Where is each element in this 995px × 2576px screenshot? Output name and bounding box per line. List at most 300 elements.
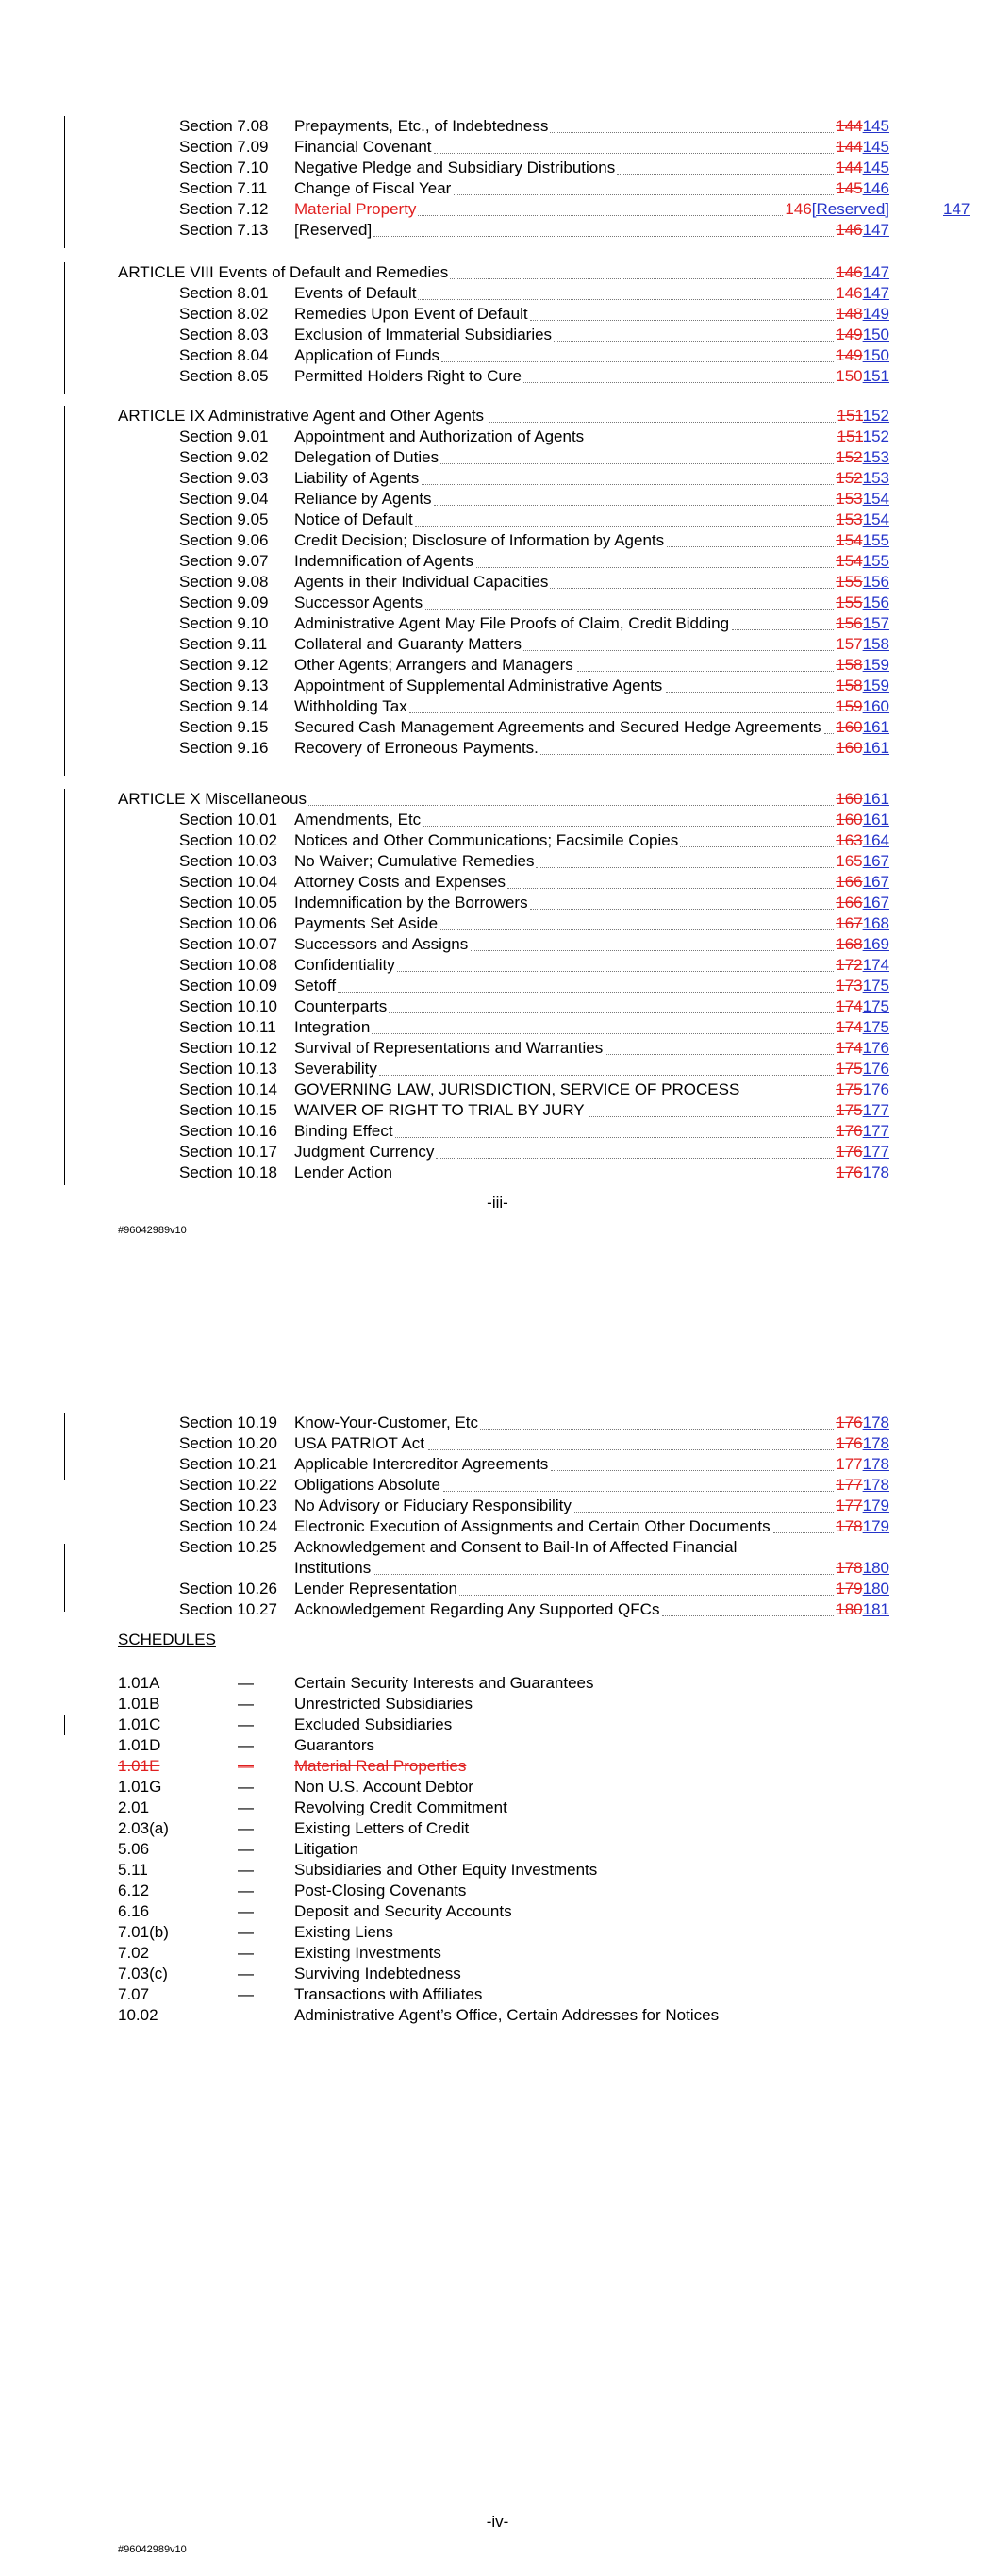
- page-reference[interactable]: [836, 304, 889, 325]
- moved-page-number[interactable]: 147: [943, 200, 970, 218]
- toc-entry[interactable]: [0, 366, 995, 387]
- deleted-page-number: 176: [836, 1434, 863, 1452]
- section-title: Credit Decision; Disclosure of Information by Agents: [294, 531, 665, 549]
- page-reference[interactable]: [836, 1059, 889, 1079]
- toc-entry[interactable]: [0, 810, 995, 830]
- section-number: Section 10.23: [179, 1497, 277, 1514]
- leader-dots: [540, 754, 834, 755]
- inserted-page-number[interactable]: 152: [862, 427, 889, 445]
- page-reference[interactable]: [836, 996, 889, 1017]
- leader-dots: [550, 588, 834, 589]
- section-title: Appointment and Authorization of Agents: [294, 427, 585, 445]
- toc-entry[interactable]: [0, 872, 995, 893]
- toc-entry[interactable]: [0, 283, 995, 304]
- page-reference[interactable]: [836, 738, 889, 759]
- section-number: Section 10.27: [179, 1600, 277, 1618]
- leader-dots: [617, 174, 834, 175]
- deleted-page-number: 174: [836, 997, 863, 1015]
- toc-entry[interactable]: [0, 996, 995, 1017]
- leader-dots: [440, 463, 834, 464]
- page-reference[interactable]: [836, 178, 889, 199]
- inserted-page-number[interactable]: 178: [862, 1163, 889, 1181]
- toc-entry[interactable]: [0, 1163, 995, 1183]
- inserted-page-number[interactable]: 153: [862, 448, 889, 466]
- toc-entry[interactable]: [0, 1433, 995, 1454]
- page-reference[interactable]: [836, 1017, 889, 1038]
- inserted-page-number[interactable]: 161: [862, 790, 889, 808]
- inserted-page-number[interactable]: 154: [862, 510, 889, 528]
- inserted-page-number[interactable]: 179: [862, 1497, 889, 1514]
- leader-dots: [308, 805, 834, 806]
- inserted-page-number[interactable]: 177: [862, 1143, 889, 1161]
- page-reference[interactable]: [836, 366, 889, 387]
- section-title: Prepayments, Etc., of Indebtedness: [294, 117, 549, 135]
- inserted-page-number[interactable]: 160: [862, 697, 889, 715]
- toc-entry[interactable]: [0, 1038, 995, 1059]
- inserted-page-number[interactable]: 150: [862, 346, 889, 364]
- inserted-page-number[interactable]: 180: [862, 1580, 889, 1597]
- section-title: Other Agents; Arrangers and Managers: [294, 656, 573, 674]
- page-reference[interactable]: [836, 1121, 889, 1142]
- section-number: Section 10.03: [179, 852, 277, 870]
- page-reference[interactable]: [836, 1516, 889, 1537]
- toc-entry[interactable]: [0, 551, 995, 572]
- leader-dots: [550, 132, 834, 133]
- schedule-item: [0, 1715, 995, 1735]
- inserted-page-number[interactable]: 150: [862, 326, 889, 343]
- inserted-page-number[interactable]: 155: [862, 552, 889, 570]
- inserted-page-number[interactable]: 167: [862, 852, 889, 870]
- section-title: Indemnification by the Borrowers: [294, 894, 528, 912]
- schedule-item: [0, 1756, 995, 1777]
- page-reference[interactable]: [836, 934, 889, 955]
- inserted-page-number[interactable]: 161: [862, 739, 889, 757]
- inserted-page-number[interactable]: 177: [862, 1122, 889, 1140]
- leader-dots: [480, 1429, 834, 1430]
- schedule-number: 5.11: [118, 1861, 148, 1879]
- section-title: Financial Covenant: [294, 138, 432, 156]
- deleted-page-number: 152: [836, 469, 863, 487]
- page-reference[interactable]: [836, 851, 889, 872]
- leader-dots: [589, 1116, 835, 1117]
- toc-entry[interactable]: [0, 634, 995, 655]
- toc-entry[interactable]: [0, 262, 995, 283]
- schedule-number: 7.01(b): [118, 1923, 169, 1941]
- toc-entry[interactable]: [0, 1017, 995, 1038]
- page-reference[interactable]: [836, 283, 889, 304]
- deleted-page-number: 156: [836, 614, 863, 632]
- section-title: Delegation of Duties: [294, 448, 439, 466]
- section-number: Section 9.10: [179, 614, 269, 632]
- section-number: Section 10.02: [179, 831, 277, 849]
- inserted-page-number[interactable]: 175: [862, 997, 889, 1015]
- deleted-page-number: 153: [836, 510, 863, 528]
- page-reference[interactable]: [836, 158, 889, 178]
- section-number: Section 10.01: [179, 811, 277, 828]
- section-title: Permitted Holders Right to Cure: [294, 367, 522, 385]
- section-number: Section 7.11: [179, 179, 268, 197]
- schedule-description: Litigation: [294, 1840, 359, 1858]
- page-reference[interactable]: [836, 1496, 889, 1516]
- section-title: Withholding Tax: [294, 697, 407, 715]
- page-reference[interactable]: [836, 1599, 889, 1620]
- inserted-page-number[interactable]: 156: [862, 573, 889, 591]
- toc-entry[interactable]: [0, 717, 995, 738]
- page-reference[interactable]: [836, 955, 889, 976]
- schedule-dash: —: [238, 1674, 254, 1692]
- toc-entry[interactable]: [0, 427, 995, 447]
- leader-dots: [373, 236, 834, 237]
- toc-entry[interactable]: [0, 851, 995, 872]
- schedule-dash: —: [238, 1985, 254, 2003]
- inserted-page-number[interactable]: 147: [862, 263, 889, 281]
- page-reference[interactable]: [785, 199, 889, 220]
- schedule-item: [0, 1943, 995, 1964]
- schedule-dash: —: [238, 1715, 254, 1733]
- toc-entry[interactable]: [0, 447, 995, 468]
- inserted-page-number[interactable]: 151: [862, 367, 889, 385]
- inserted-page-number[interactable]: 174: [862, 956, 889, 974]
- page-reference[interactable]: [836, 325, 889, 345]
- toc-entry[interactable]: [0, 1454, 995, 1475]
- page-reference[interactable]: [836, 1079, 889, 1100]
- page-reference[interactable]: [836, 976, 889, 996]
- toc-entry[interactable]: [0, 676, 995, 696]
- page-reference[interactable]: [836, 613, 889, 634]
- section-number: Section 10.14: [179, 1080, 277, 1098]
- schedule-dash: —: [238, 1695, 254, 1713]
- page-reference[interactable]: [836, 1433, 889, 1454]
- inserted-page-number[interactable]: 156: [862, 594, 889, 611]
- page-reference[interactable]: [836, 913, 889, 934]
- toc-entry[interactable]: [0, 137, 995, 158]
- deleted-page-number: 163: [836, 831, 863, 849]
- schedule-number: 1.01B: [118, 1695, 160, 1713]
- section-number: Section 10.09: [179, 977, 277, 995]
- inserted-page-number[interactable]: 146: [862, 179, 889, 197]
- inserted-page-number[interactable]: [Reserved]: [811, 200, 889, 218]
- page-reference[interactable]: [836, 830, 889, 851]
- inserted-page-number[interactable]: 145: [862, 117, 889, 135]
- inserted-page-number[interactable]: 178: [862, 1413, 889, 1431]
- deleted-page-number: 160: [836, 718, 863, 736]
- inserted-page-number[interactable]: 153: [862, 469, 889, 487]
- schedule-description: Existing Letters of Credit: [294, 1819, 470, 1837]
- section-number: Section 9.08: [179, 573, 269, 591]
- toc-entry[interactable]: [0, 789, 995, 810]
- schedule-description: Non U.S. Account Debtor: [294, 1778, 473, 1796]
- inserted-page-number[interactable]: 181: [862, 1600, 889, 1618]
- toc-entry[interactable]: [0, 116, 995, 137]
- page-reference[interactable]: [836, 1579, 889, 1599]
- toc-entry[interactable]: [0, 1142, 995, 1163]
- section-number: Section 10.10: [179, 997, 277, 1015]
- inserted-page-number[interactable]: 159: [862, 656, 889, 674]
- inserted-page-number[interactable]: 167: [862, 873, 889, 891]
- inserted-page-number[interactable]: 180: [862, 1559, 889, 1577]
- deleted-page-number: 176: [836, 1143, 863, 1161]
- schedule-item: [0, 1860, 995, 1881]
- inserted-page-number[interactable]: 178: [862, 1434, 889, 1452]
- toc-entry[interactable]: [0, 696, 995, 717]
- deleted-page-number: 146: [836, 284, 863, 302]
- section-title: Collateral and Guaranty Matters: [294, 635, 522, 653]
- page-reference[interactable]: [836, 593, 889, 613]
- toc-entry[interactable]: [0, 530, 995, 551]
- toc-entry[interactable]: [0, 304, 995, 325]
- schedule-dash: —: [238, 1861, 254, 1879]
- toc-entry[interactable]: [0, 593, 995, 613]
- section-title: Events of Default: [294, 284, 417, 302]
- inserted-page-number[interactable]: 157: [862, 614, 889, 632]
- inserted-page-number[interactable]: 169: [862, 935, 889, 953]
- schedule-description: Guarantors: [294, 1736, 375, 1754]
- schedule-item: [0, 1964, 995, 1984]
- schedule-item: [0, 1901, 995, 1922]
- page-reference[interactable]: [836, 116, 889, 137]
- section-number: Section 9.14: [179, 697, 269, 715]
- section-title: Lender Action: [294, 1163, 392, 1181]
- toc-entry[interactable]: [0, 1599, 995, 1620]
- page-reference[interactable]: [836, 655, 889, 676]
- section-number: Section 9.02: [179, 448, 269, 466]
- page-reference[interactable]: [836, 696, 889, 717]
- section-number: Section 10.25: [179, 1538, 277, 1556]
- schedule-description: Post-Closing Covenants: [294, 1882, 467, 1899]
- inserted-page-number[interactable]: 177: [862, 1101, 889, 1119]
- inserted-page-number[interactable]: 152: [862, 407, 889, 425]
- section-title: USA PATRIOT Act: [294, 1434, 424, 1452]
- leader-dots: [554, 341, 834, 342]
- section-number: Section 9.11: [179, 635, 268, 653]
- page-reference[interactable]: [836, 1142, 889, 1163]
- toc-entry[interactable]: [0, 199, 995, 220]
- inserted-page-number[interactable]: 147: [862, 284, 889, 302]
- section-number: Section 7.13: [179, 221, 269, 239]
- page-reference[interactable]: [836, 510, 889, 530]
- page-reference[interactable]: [836, 220, 889, 241]
- inserted-page-number[interactable]: 158: [862, 635, 889, 653]
- toc-entry[interactable]: [0, 738, 995, 759]
- schedule-item: [0, 1922, 995, 1943]
- toc-entry[interactable]: [0, 934, 995, 955]
- page-reference[interactable]: [836, 789, 889, 810]
- page-reference[interactable]: [836, 872, 889, 893]
- deleted-page-number: 176: [836, 1413, 863, 1431]
- toc-entry[interactable]: [0, 830, 995, 851]
- inserted-page-number[interactable]: 175: [862, 1018, 889, 1036]
- page-reference[interactable]: [836, 893, 889, 913]
- page-reference[interactable]: [836, 262, 889, 283]
- deleted-page-number: 177: [836, 1476, 863, 1494]
- deleted-page-number: 155: [836, 594, 863, 611]
- toc-entry-continued: [0, 1558, 995, 1579]
- page-reference[interactable]: [836, 551, 889, 572]
- deleted-page-number: 146: [836, 221, 863, 239]
- section-number: Section 9.06: [179, 531, 269, 549]
- deleted-page-number: 160: [836, 811, 863, 828]
- leader-dots: [523, 382, 834, 383]
- section-number: Section 10.04: [179, 873, 277, 891]
- deleted-page-number: 152: [836, 448, 863, 466]
- toc-entry[interactable]: [0, 1537, 995, 1558]
- inserted-page-number[interactable]: 161: [862, 811, 889, 828]
- toc-entry[interactable]: [0, 406, 995, 427]
- inserted-page-number[interactable]: 167: [862, 894, 889, 912]
- inserted-page-number[interactable]: 176: [862, 1080, 889, 1098]
- toc-entry[interactable]: [0, 325, 995, 345]
- deleted-page-number: 154: [836, 552, 863, 570]
- section-number: Section 10.26: [179, 1580, 277, 1597]
- schedule-number: 7.02: [118, 1944, 150, 1962]
- inserted-page-number[interactable]: 176: [862, 1039, 889, 1057]
- toc-entry[interactable]: [0, 1079, 995, 1100]
- page-reference[interactable]: [836, 1413, 889, 1433]
- toc-entry[interactable]: [0, 1496, 995, 1516]
- leader-dots: [415, 526, 835, 527]
- schedule-number: 6.12: [118, 1882, 150, 1899]
- toc-entry[interactable]: [0, 655, 995, 676]
- inserted-page-number[interactable]: 149: [862, 305, 889, 323]
- leader-dots: [773, 1532, 835, 1533]
- page-reference[interactable]: [836, 810, 889, 830]
- schedule-item: [0, 1694, 995, 1715]
- section-number: Section 8.04: [179, 346, 269, 364]
- schedule-description: Transactions with Affiliates: [294, 1985, 483, 2003]
- section-title: Know-Your-Customer, Etc: [294, 1413, 478, 1431]
- page-reference[interactable]: [836, 345, 889, 366]
- section-number: Section 9.13: [179, 677, 269, 694]
- toc-entry[interactable]: [0, 220, 995, 241]
- inserted-page-number[interactable]: 178: [862, 1455, 889, 1473]
- schedule-number: 2.01: [118, 1798, 150, 1816]
- page-reference[interactable]: [836, 1558, 889, 1579]
- toc-entry[interactable]: [0, 913, 995, 934]
- inserted-page-number[interactable]: 164: [862, 831, 889, 849]
- toc-entry[interactable]: [0, 613, 995, 634]
- toc-entry[interactable]: [0, 510, 995, 530]
- deleted-page-number: 144: [836, 138, 863, 156]
- toc-entry[interactable]: [0, 468, 995, 489]
- schedule-number: 1.01C: [118, 1715, 161, 1733]
- toc-entry[interactable]: [0, 976, 995, 996]
- schedule-dash: —: [238, 1965, 254, 1982]
- inserted-page-number[interactable]: 175: [862, 977, 889, 995]
- toc-entry[interactable]: [0, 489, 995, 510]
- inserted-page-number[interactable]: 147: [862, 221, 889, 239]
- schedule-dash: —: [238, 1840, 254, 1858]
- page-reference[interactable]: [836, 1100, 889, 1121]
- section-number: Section 9.12: [179, 656, 269, 674]
- page-reference[interactable]: [836, 447, 889, 468]
- leader-dots: [441, 361, 834, 362]
- inserted-page-number[interactable]: 159: [862, 677, 889, 694]
- deleted-page-number: 174: [836, 1039, 863, 1057]
- schedule-item: [0, 1673, 995, 1694]
- page-reference[interactable]: [836, 1038, 889, 1059]
- inserted-page-number[interactable]: 179: [862, 1517, 889, 1535]
- section-title: Lender Representation: [294, 1580, 457, 1597]
- document-id: #96042989v10: [118, 1225, 187, 1236]
- section-title: Successor Agents: [294, 594, 423, 611]
- page-reference[interactable]: [836, 676, 889, 696]
- toc-entry[interactable]: [0, 893, 995, 913]
- page-reference[interactable]: [836, 1475, 889, 1496]
- section-title: Exclusion of Immaterial Subsidiaries: [294, 326, 553, 343]
- inserted-page-number[interactable]: 155: [862, 531, 889, 549]
- toc-entry[interactable]: [0, 345, 995, 366]
- section-number: Section 10.20: [179, 1434, 277, 1452]
- leader-dots: [732, 629, 834, 630]
- section-title: Setoff: [294, 977, 337, 995]
- page-reference[interactable]: [836, 1454, 889, 1475]
- schedule-item: [0, 1984, 995, 2005]
- toc-entry[interactable]: [0, 178, 995, 199]
- page-reference[interactable]: [836, 489, 889, 510]
- toc-entry[interactable]: [0, 1059, 995, 1079]
- page-reference[interactable]: [836, 530, 889, 551]
- page-reference[interactable]: [837, 406, 889, 427]
- leader-dots: [662, 1615, 834, 1616]
- deleted-page-number: 166: [836, 873, 863, 891]
- page-reference[interactable]: [836, 634, 889, 655]
- toc-entry[interactable]: [0, 1121, 995, 1142]
- page-reference[interactable]: [836, 468, 889, 489]
- leader-dots: [423, 826, 834, 827]
- deleted-page-number: 177: [836, 1455, 863, 1473]
- inserted-page-number[interactable]: 176: [862, 1060, 889, 1078]
- page-reference[interactable]: [837, 427, 889, 447]
- toc-entry[interactable]: [0, 1516, 995, 1537]
- page-reference[interactable]: [836, 137, 889, 158]
- inserted-page-number[interactable]: 145: [862, 159, 889, 176]
- toc-entry[interactable]: [0, 955, 995, 976]
- schedule-description: Subsidiaries and Other Equity Investments: [294, 1861, 598, 1879]
- schedule-number: 6.16: [118, 1902, 150, 1920]
- schedule-description: Revolving Credit Commitment: [294, 1798, 507, 1816]
- deleted-page-number: 151: [837, 407, 863, 425]
- inserted-page-number[interactable]: 161: [862, 718, 889, 736]
- inserted-page-number[interactable]: 154: [862, 490, 889, 508]
- leader-dots: [434, 153, 835, 154]
- toc-entry[interactable]: [0, 158, 995, 178]
- page-reference[interactable]: [836, 1163, 889, 1183]
- schedule-number: 1.01A: [118, 1674, 160, 1692]
- leader-dots: [409, 712, 834, 713]
- toc-entry[interactable]: [0, 1579, 995, 1599]
- toc-entry[interactable]: [0, 1475, 995, 1496]
- schedule-dash: —: [238, 1882, 254, 1899]
- deleted-page-number: 144: [836, 117, 863, 135]
- toc-entry[interactable]: [0, 1413, 995, 1433]
- schedule-dash: —: [238, 1902, 254, 1920]
- inserted-page-number[interactable]: 168: [862, 914, 889, 932]
- section-title: Applicable Intercreditor Agreements: [294, 1455, 549, 1473]
- inserted-page-number[interactable]: 145: [862, 138, 889, 156]
- page-reference[interactable]: [836, 572, 889, 593]
- toc-entry[interactable]: [0, 1100, 995, 1121]
- section-number: Section 10.07: [179, 935, 277, 953]
- toc-entry[interactable]: [0, 572, 995, 593]
- section-number: Section 9.15: [179, 718, 269, 736]
- deleted-page-number: 177: [836, 1497, 863, 1514]
- section-title: Amendments, Etc: [294, 811, 422, 828]
- schedule-dash: —: [238, 1923, 254, 1941]
- page-reference[interactable]: [836, 717, 889, 738]
- schedule-dash: —: [238, 1778, 254, 1796]
- inserted-page-number[interactable]: 178: [862, 1476, 889, 1494]
- leader-dots: [418, 215, 783, 216]
